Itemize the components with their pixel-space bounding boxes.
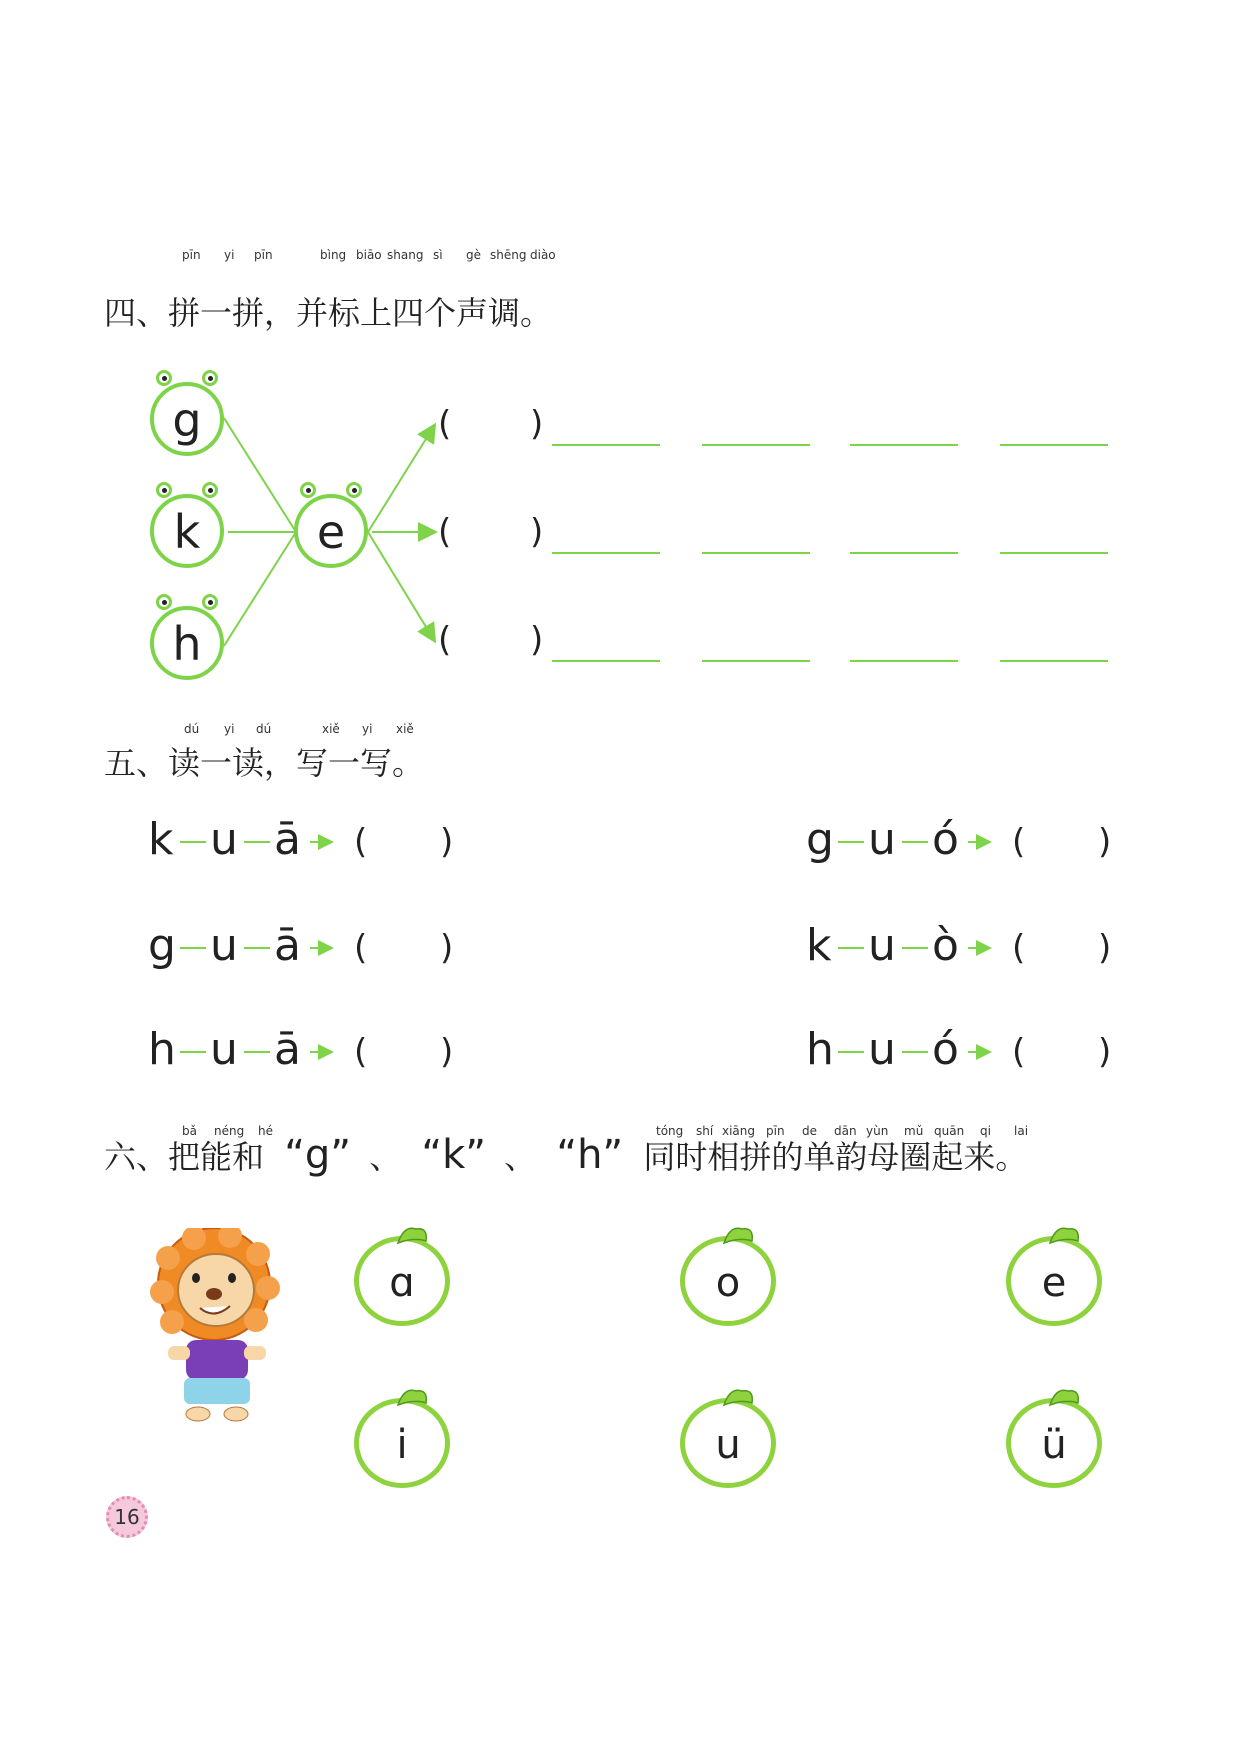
paren-open: ( [354,928,368,968]
ruby: sì [433,248,443,262]
section6-title [104,1132,1027,1178]
medial: u [210,920,238,971]
final-circle-v[interactable] [1006,1398,1102,1488]
ruby: quān [934,1124,965,1138]
frog-eye-icon [202,370,218,386]
ruby: de [802,1124,817,1138]
ruby: yi [362,722,373,736]
answer-blank[interactable] [1000,444,1108,446]
ruby: dú [184,722,200,736]
answer-blank[interactable] [702,660,810,662]
initial: g [148,920,176,971]
final-letter: u [715,1422,741,1468]
final-letter: ɑ [389,1260,415,1306]
frog-eye-icon [156,370,172,386]
frog-initial-h [150,606,224,680]
paren-close: ) [1098,928,1112,968]
ruby: qi [980,1124,991,1138]
ruby: tóng [656,1124,684,1138]
medial: u [868,920,896,971]
final: ā [274,1024,301,1075]
frog-initial-g [150,382,224,456]
medial: u [868,814,896,865]
leaf-icon [720,1223,756,1247]
answer-blank[interactable] [850,660,958,662]
ruby: yi [224,248,235,262]
paren-open: ( [354,1032,368,1072]
final-circle-o[interactable] [680,1236,776,1326]
ruby: dān [834,1124,857,1138]
lion-illustration-icon [144,1228,284,1428]
title-k: “k” [421,1132,486,1178]
ruby: pīn [766,1124,785,1138]
ruby: shēng [490,248,527,262]
final-letter: e [1041,1260,1067,1306]
ruby: shí [696,1124,714,1138]
frog-eye-icon [346,482,362,498]
section5-dashes [0,780,1241,1100]
paren-open: ( [1012,822,1026,862]
medial: u [210,1024,238,1075]
ruby: lai [1014,1124,1029,1138]
answer-blank[interactable] [850,552,958,554]
paren-close: ) [440,822,454,862]
ruby: yi [224,722,235,736]
leaf-icon [1046,1385,1082,1409]
final-circle-i[interactable] [354,1398,450,1488]
paren-close: ) [530,620,544,660]
paren-close: ) [530,512,544,552]
final-circle-e[interactable] [1006,1236,1102,1326]
frog-eye-icon [202,594,218,610]
leaf-icon [720,1385,756,1409]
answer-blank[interactable] [552,444,660,446]
paren-close: ) [1098,822,1112,862]
frog-final-e [294,494,368,568]
paren-open: ( [1012,1032,1026,1072]
section5-pinyin-annotation [0,722,1241,738]
initial-letter: h [172,617,202,671]
final-circle-u[interactable] [680,1398,776,1488]
title-sep: 、 [369,1138,402,1176]
ruby: shang [387,248,424,262]
ruby: biāo [356,248,382,262]
final-letter: i [396,1422,408,1468]
answer-blank[interactable] [850,444,958,446]
answer-blank[interactable] [1000,660,1108,662]
initial: k [806,920,832,971]
initial: g [806,814,834,865]
answer-blank[interactable] [552,660,660,662]
medial: u [210,814,238,865]
answer-blank[interactable] [702,444,810,446]
final-letter: ü [1041,1422,1067,1468]
ruby: hé [258,1124,273,1138]
frog-eye-icon [156,482,172,498]
final: ā [274,814,301,865]
frog-eye-icon [156,594,172,610]
ruby: pīn [182,248,201,262]
paren-open: ( [438,512,452,552]
ruby: néng [214,1124,245,1138]
final-letter: o [715,1260,741,1306]
frog-eye-icon [300,482,316,498]
leaf-icon [394,1223,430,1247]
title-h: “h” [556,1132,624,1178]
paren-close: ) [530,404,544,444]
final-letter: e [316,505,346,559]
ruby: xiě [322,722,340,736]
ruby: xiāng [722,1124,756,1138]
ruby: pīn [254,248,273,262]
final: ó [932,1024,959,1075]
ruby: xiě [396,722,414,736]
leaf-icon [394,1385,430,1409]
ruby: diào [530,248,556,262]
paren-close: ) [440,928,454,968]
title-g: “g” [284,1132,352,1178]
initial-letter: g [172,393,202,447]
title-sep: 、 [504,1138,537,1176]
answer-blank[interactable] [702,552,810,554]
final: ò [932,920,959,971]
frog-initial-k [150,494,224,568]
paren-open: ( [1012,928,1026,968]
final-circle-a[interactable] [354,1236,450,1326]
ruby: dú [256,722,272,736]
paren-close: ) [440,1032,454,1072]
paren-open: ( [438,404,452,444]
paren-close: ) [1098,1032,1112,1072]
paren-open: ( [354,822,368,862]
initial: h [148,1024,176,1075]
ruby: bìng [320,248,347,262]
frog-eye-icon [202,482,218,498]
answer-blank[interactable] [552,552,660,554]
initial: h [806,1024,834,1075]
ruby: yùn [866,1124,889,1138]
initial: k [148,814,174,865]
section4-title: 四、拼一拼，并标上四个声调。 [104,294,553,332]
title-suffix: 同时相拼的单韵母圈起来。 [643,1138,1028,1176]
initial-letter: k [173,505,201,559]
title-prefix: 六、把能和 [104,1138,265,1176]
page-number-badge: 16 [106,1496,148,1538]
ruby: gè [466,248,481,262]
final: ó [932,814,959,865]
ruby: mǔ [904,1124,924,1138]
section5-title: 五、读一读，写一写。 [104,744,425,782]
medial: u [868,1024,896,1075]
ruby: bǎ [182,1124,197,1138]
leaf-icon [1046,1223,1082,1247]
final: ā [274,920,301,971]
answer-blank[interactable] [1000,552,1108,554]
paren-open: ( [438,620,452,660]
